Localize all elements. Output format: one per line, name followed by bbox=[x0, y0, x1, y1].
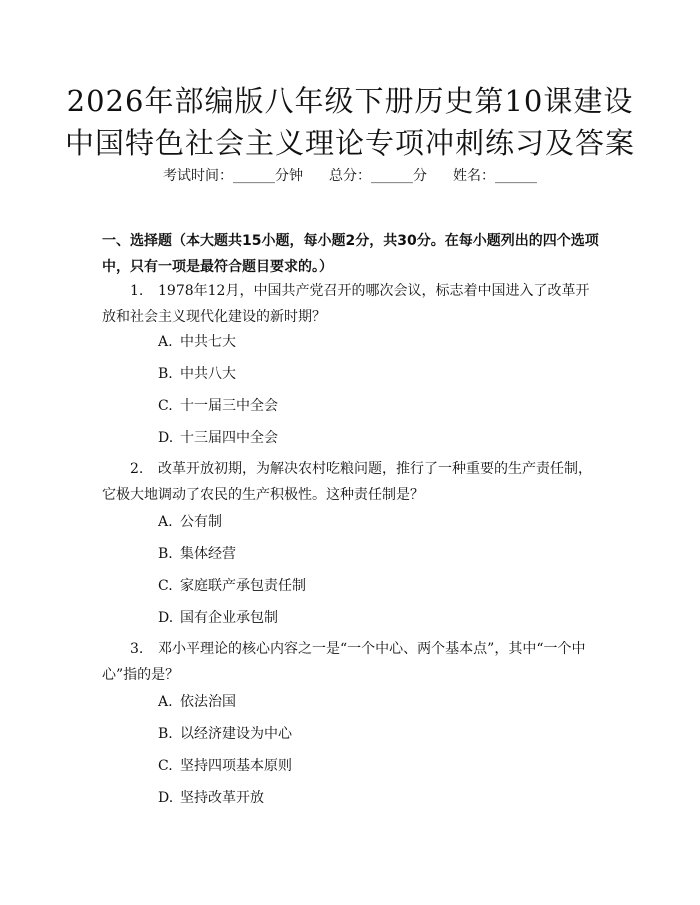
option-letter: D. bbox=[158, 790, 174, 806]
option-letter: A. bbox=[158, 334, 173, 350]
option-text: 集体经营 bbox=[180, 546, 236, 562]
total-score-field: 总分：______分 bbox=[329, 168, 427, 184]
option-text: 公有制 bbox=[180, 514, 222, 530]
question-1-option-a bbox=[158, 332, 236, 352]
option-letter: B. bbox=[158, 726, 173, 742]
option-letter: B. bbox=[158, 366, 173, 382]
option-text: 依法治国 bbox=[180, 694, 236, 710]
question-3-option-c bbox=[158, 756, 292, 776]
question-2 bbox=[102, 456, 602, 508]
question-3 bbox=[102, 636, 602, 688]
question-3-option-d bbox=[158, 788, 264, 808]
option-letter: D. bbox=[158, 430, 174, 446]
option-text: 家庭联产承包责任制 bbox=[180, 578, 306, 594]
student-name-field: 姓名：______ bbox=[453, 168, 537, 184]
question-number: 1. bbox=[130, 283, 144, 299]
question-3-option-a bbox=[158, 692, 236, 712]
question-text: 改革开放初期，为解决农村吃粮问题，推行了一种重要的生产责任制，它极大地调动了农民的生产积极性。这种责任制是？ bbox=[102, 461, 592, 503]
option-text: 国有企业承包制 bbox=[180, 610, 278, 626]
option-text: 十一届三中全会 bbox=[180, 398, 278, 414]
question-text: 1978年12月，中国共产党召开的哪次会议，标志着中国进入了改革开放和社会主义现代化建设的新时期？ bbox=[102, 283, 590, 325]
option-letter: C. bbox=[158, 398, 173, 414]
option-letter: D. bbox=[158, 610, 174, 626]
option-letter: B. bbox=[158, 546, 173, 562]
question-number: 2. bbox=[130, 461, 144, 477]
question-text: 邓小平理论的核心内容之一是“一个中心、两个基本点”，其中“一个中心”指的是？ bbox=[102, 641, 586, 683]
option-text: 中共七大 bbox=[180, 334, 236, 350]
option-text: 十三届四中全会 bbox=[180, 430, 278, 446]
question-1-option-b bbox=[158, 364, 236, 384]
question-1-option-d bbox=[158, 428, 278, 448]
question-1-option-c bbox=[158, 396, 278, 416]
exam-info bbox=[0, 166, 700, 186]
option-letter: A. bbox=[158, 694, 173, 710]
title-line-2: 中国特色社会主义理论专项冲刺练习及答案 bbox=[64, 126, 635, 160]
option-letter: C. bbox=[158, 758, 173, 774]
option-text: 坚持改革开放 bbox=[180, 790, 264, 806]
option-letter: C. bbox=[158, 578, 173, 594]
page-title bbox=[40, 80, 660, 164]
exam-time-field: 考试时间：______分钟 bbox=[163, 168, 303, 184]
question-2-option-d bbox=[158, 608, 278, 628]
option-text: 中共八大 bbox=[180, 366, 236, 382]
option-letter: A. bbox=[158, 514, 173, 530]
question-2-option-b bbox=[158, 544, 236, 564]
section-heading: 一、选择题（本大题共15小题，每小题2分，共30分。在每小题列出的四个选项中，只有一项是最符合题目要求的。） bbox=[102, 233, 599, 275]
title-line-1: 2026年部编版八年级下册历史第10课建设 bbox=[66, 84, 634, 118]
option-text: 坚持四项基本原则 bbox=[180, 758, 292, 774]
question-3-option-b bbox=[158, 724, 292, 744]
question-1 bbox=[102, 278, 602, 330]
question-number: 3. bbox=[130, 641, 144, 657]
question-2-option-c bbox=[158, 576, 306, 596]
option-text: 以经济建设为中心 bbox=[180, 726, 292, 742]
question-2-option-a bbox=[158, 512, 222, 532]
